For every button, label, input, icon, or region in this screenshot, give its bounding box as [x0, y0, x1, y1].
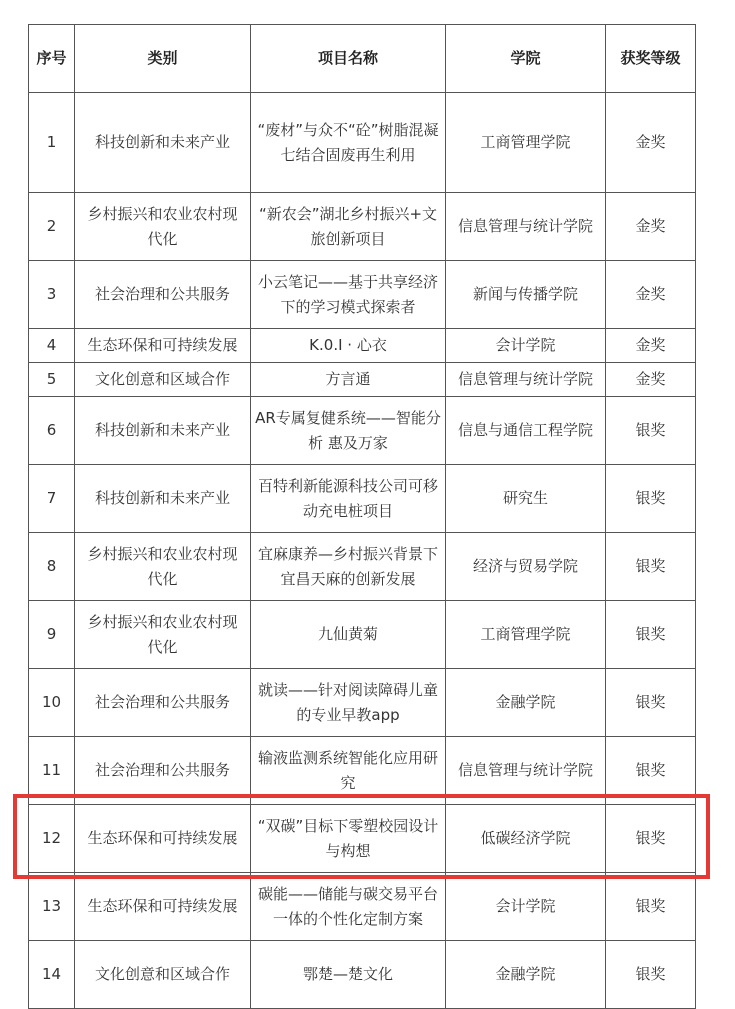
cell-index: 3: [29, 261, 75, 329]
cell-college: 信息与通信工程学院: [446, 397, 606, 465]
cell-project: 鄂楚—楚文化: [251, 941, 446, 1009]
cell-category: 乡村振兴和农业农村现代化: [75, 601, 251, 669]
cell-project: 就读——针对阅读障碍儿童的专业早教app: [251, 669, 446, 737]
cell-project: 方言通: [251, 363, 446, 397]
table-row: [29, 805, 696, 873]
table-row: [29, 941, 696, 1009]
cell-award: 金奖: [606, 261, 696, 329]
cell-category: 乡村振兴和农业农村现代化: [75, 193, 251, 261]
cell-index: 1: [29, 93, 75, 193]
table-row: [29, 873, 696, 941]
cell-project: 输液监测系统智能化应用研究: [251, 737, 446, 805]
cell-category: 科技创新和未来产业: [75, 93, 251, 193]
cell-award: 金奖: [606, 329, 696, 363]
table-row: [29, 669, 696, 737]
cell-category: 社会治理和公共服务: [75, 261, 251, 329]
table-row: [29, 261, 696, 329]
award-table: [28, 24, 696, 1009]
cell-index: 2: [29, 193, 75, 261]
cell-category: 生态环保和可持续发展: [75, 873, 251, 941]
cell-project: “新农会”湖北乡村振兴+文旅创新项目: [251, 193, 446, 261]
cell-project: 九仙黄菊: [251, 601, 446, 669]
header-row: [29, 25, 696, 93]
table-row: [29, 193, 696, 261]
table-row: [29, 737, 696, 805]
cell-college: 工商管理学院: [446, 601, 606, 669]
cell-college: 金融学院: [446, 669, 606, 737]
cell-category: 乡村振兴和农业农村现代化: [75, 533, 251, 601]
cell-award: 银奖: [606, 941, 696, 1009]
cell-college: 信息管理与统计学院: [446, 363, 606, 397]
cell-index: 13: [29, 873, 75, 941]
table-row: [29, 533, 696, 601]
cell-index: 4: [29, 329, 75, 363]
cell-category: 社会治理和公共服务: [75, 669, 251, 737]
cell-project: “废材”与众不“砼”树脂混凝七结合固废再生利用: [251, 93, 446, 193]
cell-category: 文化创意和区域合作: [75, 363, 251, 397]
cell-college: 工商管理学院: [446, 93, 606, 193]
header-award: 获奖等级: [606, 25, 696, 93]
cell-index: 8: [29, 533, 75, 601]
cell-category: 社会治理和公共服务: [75, 737, 251, 805]
cell-project: 小云笔记——基于共享经济下的学习模式探索者: [251, 261, 446, 329]
table-row: [29, 363, 696, 397]
cell-project: AR专属复健系统——智能分析 惠及万家: [251, 397, 446, 465]
cell-college: 会计学院: [446, 329, 606, 363]
cell-college: 经济与贸易学院: [446, 533, 606, 601]
table-body: [29, 93, 696, 1009]
cell-award: 银奖: [606, 737, 696, 805]
cell-award: 银奖: [606, 669, 696, 737]
header-index: 序号: [29, 25, 75, 93]
cell-award: 银奖: [606, 465, 696, 533]
cell-category: 生态环保和可持续发展: [75, 805, 251, 873]
header-college: 学院: [446, 25, 606, 93]
cell-college: 信息管理与统计学院: [446, 737, 606, 805]
table-row: [29, 93, 696, 193]
cell-college: 低碳经济学院: [446, 805, 606, 873]
cell-category: 科技创新和未来产业: [75, 465, 251, 533]
header-category: 类别: [75, 25, 251, 93]
cell-project: 碳能——储能与碳交易平台一体的个性化定制方案: [251, 873, 446, 941]
cell-college: 金融学院: [446, 941, 606, 1009]
cell-category: 生态环保和可持续发展: [75, 329, 251, 363]
table-row: [29, 465, 696, 533]
cell-award: 银奖: [606, 397, 696, 465]
cell-award: 金奖: [606, 193, 696, 261]
cell-project: 宜麻康养—乡村振兴背景下宜昌天麻的创新发展: [251, 533, 446, 601]
cell-college: 研究生: [446, 465, 606, 533]
cell-project: “双碳”目标下零塑校园设计与构想: [251, 805, 446, 873]
cell-award: 金奖: [606, 363, 696, 397]
cell-college: 会计学院: [446, 873, 606, 941]
cell-index: 14: [29, 941, 75, 1009]
cell-index: 12: [29, 805, 75, 873]
cell-category: 文化创意和区域合作: [75, 941, 251, 1009]
cell-index: 6: [29, 397, 75, 465]
cell-college: 新闻与传播学院: [446, 261, 606, 329]
header-project: 项目名称: [251, 25, 446, 93]
cell-project: K.0.I · 心衣: [251, 329, 446, 363]
cell-award: 银奖: [606, 533, 696, 601]
cell-index: 10: [29, 669, 75, 737]
cell-award: 银奖: [606, 873, 696, 941]
cell-category: 科技创新和未来产业: [75, 397, 251, 465]
cell-award: 银奖: [606, 805, 696, 873]
cell-college: 信息管理与统计学院: [446, 193, 606, 261]
cell-project: 百特利新能源科技公司可移动充电桩项目: [251, 465, 446, 533]
cell-award: 金奖: [606, 93, 696, 193]
table-row: [29, 601, 696, 669]
cell-index: 5: [29, 363, 75, 397]
cell-index: 11: [29, 737, 75, 805]
cell-index: 9: [29, 601, 75, 669]
cell-award: 银奖: [606, 601, 696, 669]
table-row: [29, 397, 696, 465]
table-row: [29, 329, 696, 363]
cell-index: 7: [29, 465, 75, 533]
